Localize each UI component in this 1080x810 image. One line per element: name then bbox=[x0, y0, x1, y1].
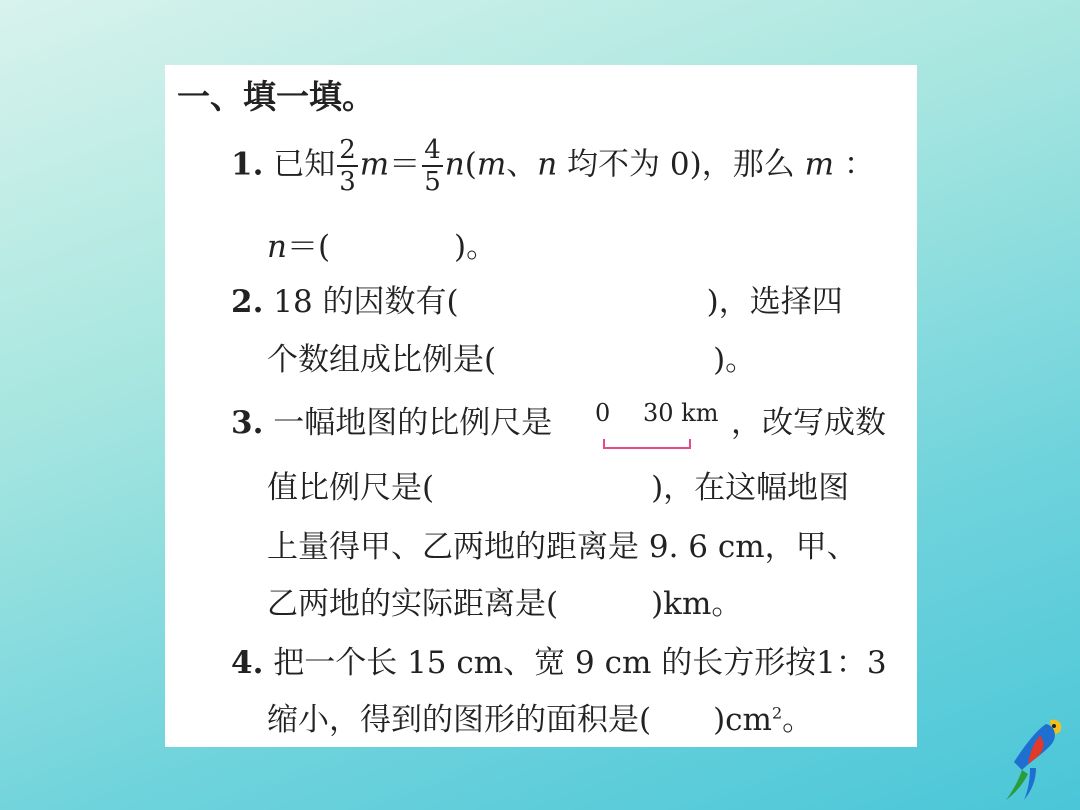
scale-value-label: 30 km bbox=[643, 399, 719, 427]
question-1-line-2: n＝( )。 bbox=[267, 229, 498, 265]
q1-pre: 已知 bbox=[273, 146, 336, 183]
question-number: 2. bbox=[231, 284, 264, 320]
fraction-4-5: $\frac{4}{5}$ bbox=[424, 135, 441, 197]
question-1-line-1: 1. 已知 $\frac{2}{3}$ m＝ $\frac{4}{5}$ n(m、n 均不为 0)，那么 m ： bbox=[231, 135, 875, 197]
question-number: 1. bbox=[231, 146, 264, 183]
question-3-line-1-end: ，改写成数 bbox=[731, 405, 886, 441]
scale-bar bbox=[603, 439, 691, 449]
question-2-line-2: 个数组成比例是( )。 bbox=[267, 342, 757, 378]
question-3-line-3: 上量得甲、乙两地的距离是 9. 6 cm，甲、 bbox=[267, 529, 858, 565]
worksheet-card bbox=[165, 65, 917, 747]
question-3-line-1: 3. 一幅地图的比例尺是 bbox=[231, 405, 553, 441]
question-number: 3. bbox=[231, 405, 264, 441]
question-number: 4. bbox=[231, 645, 264, 681]
question-2-line-1: 2. 18 的因数有( )，选择四 bbox=[231, 284, 843, 320]
scale-zero-label: 0 bbox=[595, 399, 611, 427]
section-title: 一、填一填。 bbox=[177, 77, 375, 116]
question-3-line-2: 值比例尺是( )，在这幅地图 bbox=[267, 470, 850, 506]
fraction-2-3: $\frac{2}{3}$ bbox=[339, 135, 356, 197]
question-4-line-1: 4. 把一个长 15 cm、宽 9 cm 的长方形按1：3 bbox=[231, 645, 887, 681]
question-4-line-2: 缩小，得到的图形的面积是( )$cm^2$。 bbox=[267, 702, 814, 738]
question-3-line-4: 乙两地的实际距离是( )km。 bbox=[267, 586, 743, 622]
parrot-icon bbox=[1000, 712, 1070, 802]
